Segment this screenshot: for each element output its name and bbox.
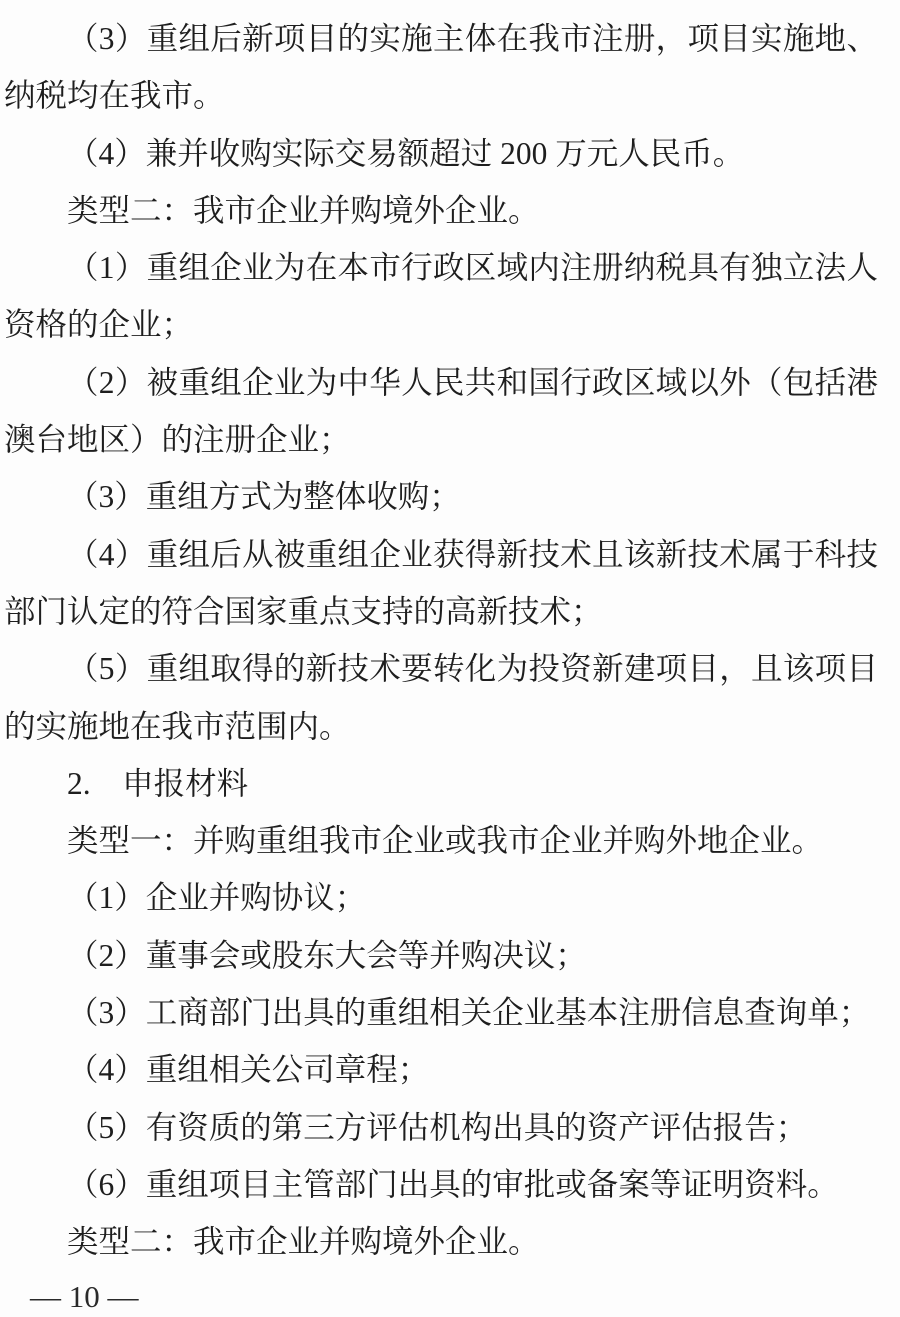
text-line: （3）工商部门出具的重组相关企业基本注册信息查询单； xyxy=(67,995,871,1031)
paragraph xyxy=(4,1213,878,1270)
paragraph xyxy=(4,1156,878,1213)
document-page xyxy=(4,10,878,1271)
paragraph xyxy=(4,182,878,239)
paragraph xyxy=(4,869,878,926)
text-line: 纳税均在我市。 xyxy=(4,78,225,114)
text-line: （1）企业并购协议； xyxy=(67,880,367,916)
text-line: 类型二：我市企业并购境外企业。 xyxy=(67,192,540,228)
paragraph xyxy=(4,354,878,469)
paragraph xyxy=(4,239,878,354)
paragraph xyxy=(4,927,878,984)
text-line: 的实施地在我市范围内。 xyxy=(4,708,351,744)
text-line: （3）重组方式为整体收购； xyxy=(67,479,461,515)
section-heading: 2. 申报材料 xyxy=(67,765,249,801)
paragraph xyxy=(4,125,878,182)
text-line: （5）重组取得的新技术要转化为投资新建项目，且该项目 xyxy=(67,651,878,687)
paragraph xyxy=(4,812,878,869)
text-line: （4）兼并收购实际交易额超过 200 万元人民币。 xyxy=(67,135,745,171)
text-line: 澳台地区）的注册企业； xyxy=(4,422,351,458)
paragraph xyxy=(4,526,878,641)
text-line: （2）被重组企业为中华人民共和国行政区域以外（包括港 xyxy=(67,364,878,400)
text-line: 部门认定的符合国家重点支持的高新技术； xyxy=(4,593,603,629)
paragraph xyxy=(4,10,878,125)
paragraph xyxy=(4,640,878,755)
paragraph xyxy=(4,468,878,525)
text-line: （4）重组后从被重组企业获得新技术且该新技术属于科技 xyxy=(67,536,878,572)
paragraph xyxy=(4,984,878,1041)
text-line: （4）重组相关公司章程； xyxy=(67,1052,430,1088)
text-line: 资格的企业； xyxy=(4,307,194,343)
page-number: — 10 — xyxy=(30,1279,139,1314)
text-line: （3）重组后新项目的实施主体在我市注册，项目实施地、 xyxy=(67,21,878,56)
paragraph xyxy=(4,755,878,812)
paragraph xyxy=(4,1041,878,1098)
text-line: （2）董事会或股东大会等并购决议； xyxy=(67,937,587,973)
text-line: 类型一：并购重组我市企业或我市企业并购外地企业。 xyxy=(67,823,824,859)
text-line: （5）有资质的第三方评估机构出具的资产评估报告； xyxy=(67,1109,808,1145)
text-line: （1）重组企业为在本市行政区域内注册纳税具有独立法人 xyxy=(67,250,878,286)
text-line: 类型二：我市企业并购境外企业。 xyxy=(67,1224,540,1260)
text-line: （6）重组项目主管部门出具的审批或备案等证明资料。 xyxy=(67,1166,839,1202)
paragraph xyxy=(4,1099,878,1156)
